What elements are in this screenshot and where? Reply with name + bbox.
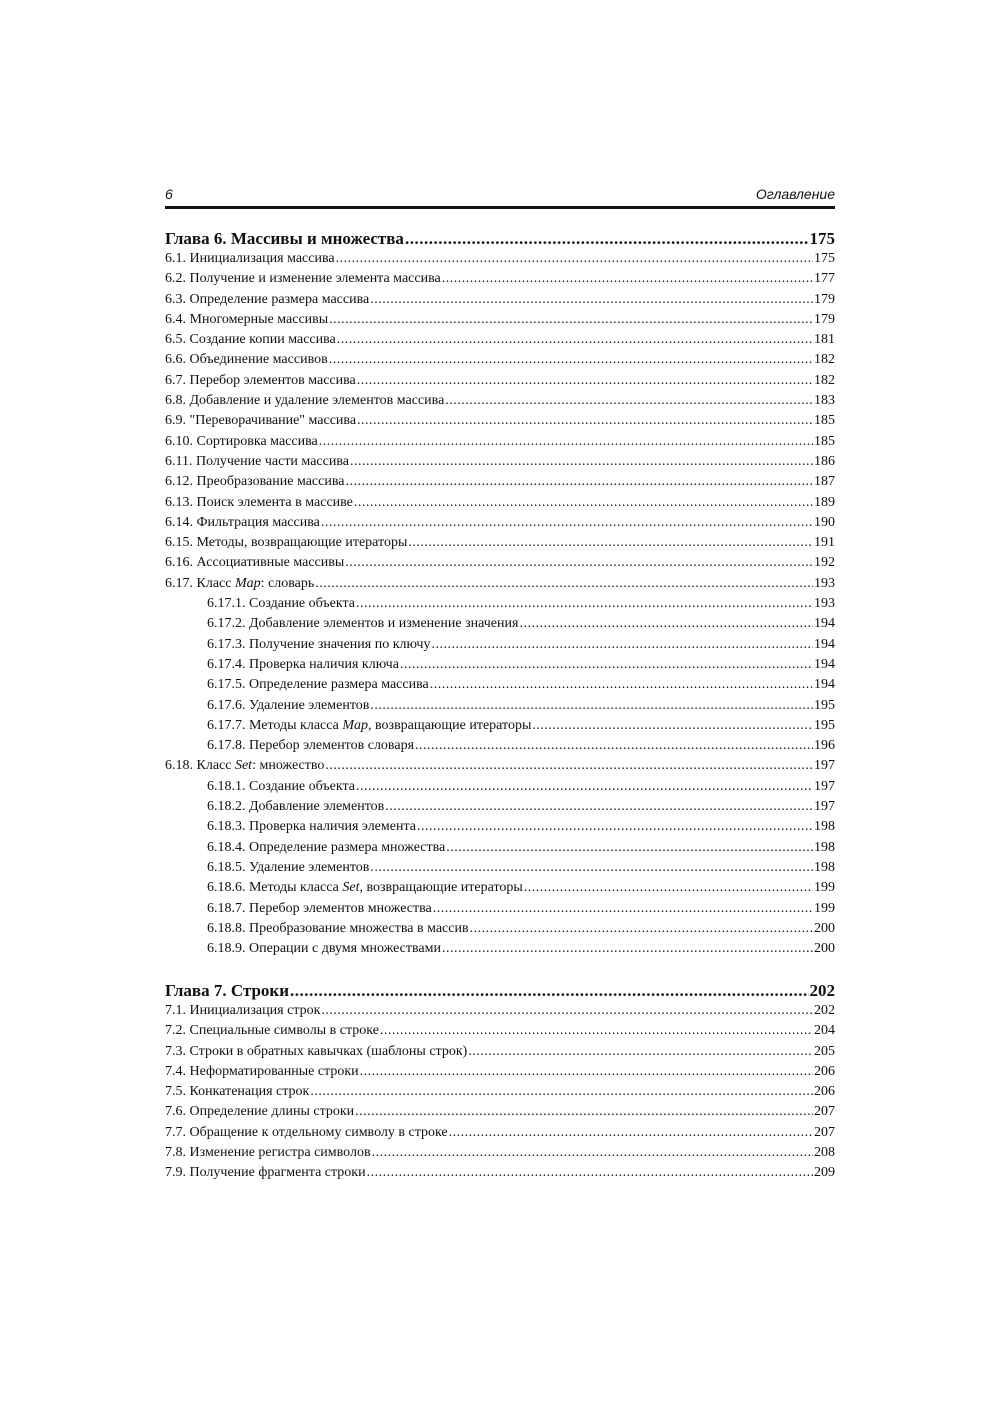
toc-entry[interactable]: [165, 758, 835, 778]
dot-leader: [321, 515, 813, 531]
toc-entry-label: 6.18.4. Определение размера множества: [207, 839, 446, 855]
dot-leader: [356, 779, 813, 795]
toc-entry-label: 6.18.8. Преобразование множества в массив: [207, 920, 469, 936]
dot-leader: [357, 373, 813, 389]
toc-entry[interactable]: [165, 1125, 835, 1145]
toc-chapter-heading[interactable]: [165, 229, 835, 251]
dot-leader: [370, 292, 813, 308]
toc-page-number: 194: [814, 616, 835, 632]
toc-entry[interactable]: [165, 393, 835, 413]
toc-page-number: 198: [814, 839, 835, 855]
dot-leader: [337, 332, 813, 348]
toc-page-number: 175: [814, 251, 835, 266]
dot-leader: [370, 698, 813, 714]
dot-leader: [319, 434, 813, 450]
toc-entry-label: Глава 6. Массивы и множества: [165, 229, 404, 248]
dot-leader: [400, 657, 813, 673]
toc-entry-label: 6.17.2. Добавление элементов и изменение значения: [207, 616, 519, 632]
dot-leader: [350, 454, 813, 470]
toc-page-number: 183: [814, 393, 835, 409]
toc-entry[interactable]: [165, 495, 835, 515]
toc-entry-label: 6.1. Инициализация массива: [165, 251, 335, 266]
toc-entry-label: [207, 718, 531, 734]
dot-leader: [310, 1084, 813, 1100]
dot-leader: [524, 880, 813, 896]
toc-entry-label: 6.6. Объединение массивов: [165, 352, 328, 368]
dot-leader: [415, 738, 813, 754]
toc-entry-label: 6.2. Получение и изменение элемента массива: [165, 271, 441, 287]
toc-entry-label: 6.17.5. Определение размера массива: [207, 677, 429, 693]
toc-entry-label: 6.7. Перебор элементов массива: [165, 372, 356, 388]
toc-entry[interactable]: [165, 271, 835, 291]
dot-leader: [385, 799, 813, 815]
dot-leader: [345, 474, 813, 490]
dot-leader: [329, 312, 813, 328]
dot-leader: [345, 555, 813, 571]
toc-entry-label: 6.18.7. Перебор элементов множества: [207, 900, 432, 916]
toc-page-number: 185: [814, 433, 835, 449]
toc-page-number: 205: [814, 1043, 835, 1059]
toc-entry[interactable]: [165, 515, 835, 535]
toc-entry-label: [165, 576, 314, 592]
toc-page-number: 194: [814, 677, 835, 693]
toc-page-number: 202: [814, 1003, 835, 1018]
toc-page-number: 206: [814, 1084, 835, 1100]
toc-page-number: 199: [814, 880, 835, 896]
running-header: [165, 186, 835, 206]
toc-page-number: 197: [814, 778, 835, 794]
toc-entry[interactable]: [165, 1145, 835, 1165]
toc-entry[interactable]: [165, 413, 835, 433]
toc-entry[interactable]: [165, 799, 835, 819]
toc-entry-label: 6.17.6. Удаление элементов: [207, 697, 370, 713]
dot-leader: [321, 1003, 813, 1019]
toc-page-number: 202: [809, 981, 835, 1000]
toc-page-number: 207: [814, 1124, 835, 1140]
toc-page-number: 198: [814, 859, 835, 875]
toc-entry-label: 6.18.5. Удаление элементов: [207, 859, 370, 875]
toc-chapter-7: [165, 981, 835, 1186]
label-text: , возвращающие итераторы: [368, 717, 532, 733]
toc-entry-label: 6.11. Получение части массива: [165, 453, 349, 469]
toc-page-number: 181: [814, 332, 835, 348]
toc-entry-label: Глава 7. Строки: [165, 981, 290, 1000]
toc-entry-label: 6.3. Определение размера массива: [165, 291, 370, 307]
toc-entry[interactable]: [165, 474, 835, 494]
toc-entry-label: 7.2. Специальные символы в строке: [165, 1023, 379, 1039]
toc-entry[interactable]: [165, 352, 835, 372]
toc-entry[interactable]: [165, 901, 835, 921]
toc-entry-label: 7.6. Определение длины строки: [165, 1104, 355, 1120]
toc-entry-label: 6.8. Добавление и удаление элементов массива: [165, 393, 445, 409]
toc-entry-label: 7.8. Изменение регистра символов: [165, 1145, 371, 1161]
toc-entry[interactable]: [165, 738, 835, 758]
toc-entry[interactable]: [165, 718, 835, 738]
toc-page-number: 179: [814, 311, 835, 327]
dot-leader: [370, 860, 813, 876]
label-text: 6.17.7. Методы класса: [207, 717, 343, 733]
label-text: , возвращающие итераторы: [359, 880, 523, 896]
label-text: 6.18. Класс: [165, 758, 235, 774]
toc-page-number: 197: [814, 799, 835, 815]
dot-leader: [355, 1104, 813, 1120]
toc-entry[interactable]: [165, 312, 835, 332]
toc-page-number: 187: [814, 474, 835, 490]
dot-leader: [356, 596, 813, 612]
toc-entry-label: 6.12. Преобразование массива: [165, 474, 345, 490]
page-number: 6: [165, 186, 173, 202]
label-text: : множество: [252, 758, 325, 774]
toc-entry-label: 7.7. Обращение к отдельному символу в строке: [165, 1124, 448, 1140]
toc-page-number: 191: [814, 535, 835, 551]
toc-entry-label: 6.9. "Переворачивание" массива: [165, 413, 357, 429]
toc-entry-label: 7.9. Получение фрагмента строки: [165, 1165, 366, 1181]
toc-entry[interactable]: [165, 880, 835, 900]
toc-page-number: 194: [814, 656, 835, 672]
toc-page-number: 182: [814, 372, 835, 388]
toc-entry-label: 6.13. Поиск элемента в массиве: [165, 494, 353, 510]
class-name-italic: Map: [342, 717, 369, 733]
toc-entry[interactable]: [165, 637, 835, 657]
toc-page-number: 197: [814, 758, 835, 774]
dot-leader: [468, 1044, 813, 1060]
toc-entry-label: 6.15. Методы, возвращающие итераторы: [165, 535, 408, 551]
dot-leader: [329, 352, 813, 368]
toc-chapter-heading[interactable]: [165, 981, 835, 1003]
toc-entry-label: 6.5. Создание копии массива: [165, 332, 336, 348]
toc-page-number: 200: [814, 941, 835, 957]
toc-page-number: 193: [814, 575, 835, 591]
toc-entry[interactable]: [165, 1064, 835, 1084]
toc-page-number: 200: [814, 920, 835, 936]
toc-entry[interactable]: [165, 1165, 835, 1185]
dot-leader: [431, 637, 813, 653]
toc-entry[interactable]: [165, 657, 835, 677]
dot-leader: [408, 535, 813, 551]
toc-page-number: 208: [814, 1145, 835, 1161]
toc-entry[interactable]: [165, 535, 835, 555]
dot-leader: [446, 840, 813, 856]
toc-entry-label: 6.17.4. Проверка наличия ключа: [207, 656, 399, 672]
toc-page-number: 195: [814, 697, 835, 713]
toc-entry-label: 6.10. Сортировка массива: [165, 433, 318, 449]
toc-entry[interactable]: [165, 698, 835, 718]
dot-leader: [380, 1023, 813, 1039]
toc-entry-label: 7.1. Инициализация строк: [165, 1003, 321, 1018]
toc-entry[interactable]: [165, 860, 835, 880]
toc-page-number: 195: [814, 717, 835, 733]
class-name-italic: Set: [234, 758, 253, 774]
toc-page-number: 196: [814, 738, 835, 754]
toc-entry-label: 6.14. Фильтрация массива: [165, 514, 320, 530]
toc-page-number: 206: [814, 1063, 835, 1079]
dot-leader: [449, 1125, 813, 1141]
class-name-italic: Map: [234, 575, 261, 591]
toc-entry-label: 6.18.9. Операции с двумя множествами: [207, 941, 441, 957]
toc-entry[interactable]: [165, 576, 835, 596]
toc-entry[interactable]: [165, 373, 835, 393]
header-rule: [165, 206, 835, 209]
toc-entry-label: 7.5. Конкатенация строк: [165, 1084, 310, 1100]
toc-page-number: 198: [814, 819, 835, 835]
toc-entry-label: 6.18.3. Проверка наличия элемента: [207, 819, 416, 835]
toc-page-number: 209: [814, 1165, 835, 1181]
toc-entry-label: 6.17.3. Получение значения по ключу: [207, 636, 431, 652]
toc-page-number: 189: [814, 494, 835, 510]
toc-entry-label: 6.18.1. Создание объекта: [207, 778, 355, 794]
dot-leader: [417, 819, 813, 835]
toc-entry[interactable]: [165, 1084, 835, 1104]
dot-leader: [367, 1165, 813, 1181]
dot-leader: [430, 677, 813, 693]
toc-page-number: 179: [814, 291, 835, 307]
toc-page-number: 190: [814, 514, 835, 530]
dot-leader: [433, 901, 813, 917]
toc-entry-label: 7.4. Неформатированные строки: [165, 1063, 359, 1079]
toc-entry[interactable]: [165, 677, 835, 697]
dot-leader: [470, 921, 813, 937]
toc-entry-label: 7.3. Строки в обратных кавычках (шаблоны строк): [165, 1043, 468, 1059]
dot-leader: [532, 718, 813, 734]
toc-page-number: 185: [814, 413, 835, 429]
label-text: 6.17. Класс: [165, 575, 235, 591]
toc-entry[interactable]: [165, 921, 835, 941]
dot-leader: [336, 251, 813, 267]
toc-entry[interactable]: [165, 454, 835, 474]
toc-page-number: 193: [814, 596, 835, 612]
toc-page-number: 186: [814, 453, 835, 469]
dot-leader: [325, 758, 813, 774]
toc-page-number: 207: [814, 1104, 835, 1120]
toc-page-number: 182: [814, 352, 835, 368]
toc-entry-label: 6.18.2. Добавление элементов: [207, 799, 385, 815]
toc-entry-label: 6.17.1. Создание объекта: [207, 596, 355, 612]
toc-entry-label: 6.17.8. Перебор элементов словаря: [207, 738, 415, 754]
toc-entry[interactable]: [165, 819, 835, 839]
toc-entry[interactable]: [165, 292, 835, 312]
toc-entry[interactable]: [165, 596, 835, 616]
toc-entry[interactable]: [165, 555, 835, 575]
toc-entry[interactable]: [165, 840, 835, 860]
toc-entry[interactable]: [165, 616, 835, 636]
toc-entry[interactable]: [165, 1003, 835, 1023]
dot-leader: [354, 495, 813, 511]
toc-entry[interactable]: [165, 779, 835, 799]
class-name-italic: Set: [342, 880, 360, 896]
toc-entry[interactable]: [165, 1104, 835, 1124]
toc-page-number: 177: [814, 271, 835, 287]
toc-chapter-6: [165, 229, 835, 961]
dot-leader: [357, 413, 813, 429]
toc-entry[interactable]: [165, 251, 835, 271]
toc-entry-label: [165, 758, 324, 774]
toc-entry-label: 6.16. Ассоциативные массивы: [165, 555, 345, 571]
dot-leader: [442, 941, 813, 957]
running-title: Оглавление: [755, 186, 835, 202]
label-text: 6.18.6. Методы класса: [207, 880, 343, 896]
toc-page-number: 194: [814, 636, 835, 652]
toc-entry[interactable]: [165, 434, 835, 454]
dot-leader: [445, 393, 813, 409]
toc-entry[interactable]: [165, 332, 835, 352]
dot-leader: [290, 981, 808, 1001]
toc-page-number: 192: [814, 555, 835, 571]
toc-page-number: 204: [814, 1023, 835, 1039]
dot-leader: [372, 1145, 813, 1161]
dot-leader: [519, 616, 813, 632]
toc-entry[interactable]: [165, 1044, 835, 1064]
dot-leader: [405, 229, 809, 249]
dot-leader: [360, 1064, 813, 1080]
dot-leader: [315, 576, 813, 592]
dot-leader: [442, 271, 813, 287]
label-text: : словарь: [260, 575, 315, 591]
toc-entry[interactable]: [165, 1023, 835, 1043]
toc-entry-label: [207, 880, 523, 896]
toc-page-number: 199: [814, 900, 835, 916]
toc-page-number: 175: [809, 229, 835, 248]
toc-entry-label: 6.4. Многомерные массивы: [165, 311, 329, 327]
toc-entry[interactable]: [165, 941, 835, 961]
